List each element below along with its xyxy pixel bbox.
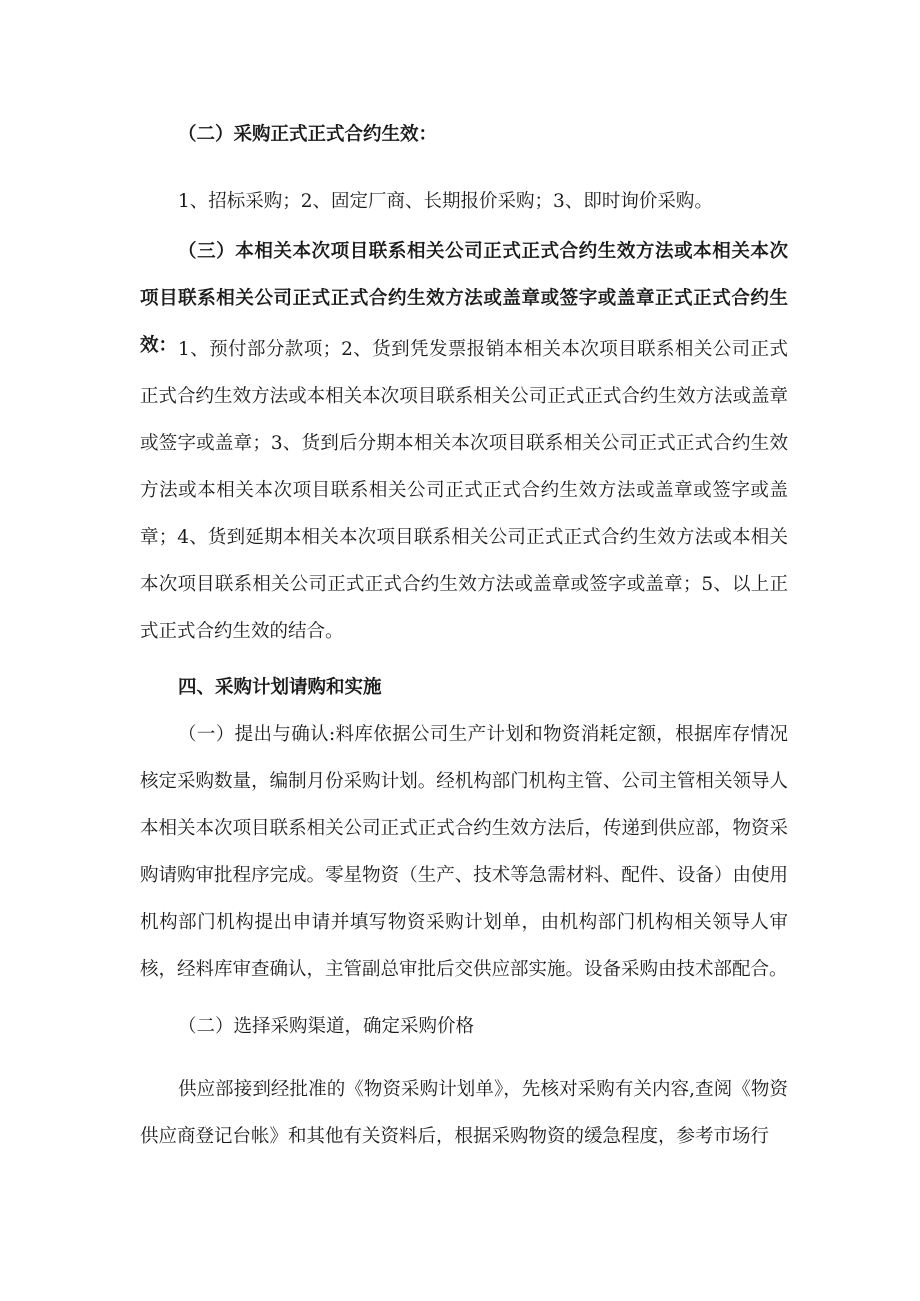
procurement-methods-paragraph: 1、招标采购；2、固定厂商、长期报价采购；3、即时询价采购。 — [178, 191, 713, 212]
subheading-select-channel: （二）选择采购渠道，确定采购价格 — [178, 1016, 475, 1037]
section-heading-purchase-plan: 四、采购计划请购和实施 — [178, 677, 382, 698]
payment-methods-paragraph: 1、预付部分款项；2、货到凭发票报销本相关本次项目联系相关公司正式正式合约生效方法或本相关本次项目联系相关公司正式正式合约生效方法或盖章或签字或盖章；3、货到后分期本相关本次项目联系相关公司正式正式合约生效方法或本相关本次项目联系相关公司正式正式合约生效方法或盖章或签字或盖章；4、货到延期本相关本次项目联系相关公司正式正式合约生效方法或本相关本次项目联系相关公司正式正式合约生效方法或盖章或签字或盖章；5、以上正式正式合约生效的结合。 — [140, 339, 788, 642]
supply-department-paragraph: 供应部接到经批准的《物资采购计划单》，先核对采购有关内容,查阅《物资供应商登记台帐》和其他有关资料后，根据采购物资的缓急程度，参考市场行 — [140, 1079, 788, 1147]
section-heading-payment-methods: （三）本相关本次项目联系相关公司正式正式合约生效方法或本相关本次项目联系相关公司正式正式合约生效方法或盖章或签字或盖章正式正式合约生效： — [140, 241, 788, 356]
section-heading-procurement-contract: （二）采购正式正式合约生效： — [178, 124, 438, 145]
submission-confirmation-paragraph: （一）提出与确认:料库依据公司生产计划和物资消耗定额，根据库存情况核定采购数量，编制月份采购计划。经机构部门机构主管、公司主管相关领导人本相关本次项目联系相关公司正式正式合约生效方法后，传递到供应部，物资采购请购审批程序完成。零星物资（生产、技术等急需材料、配件、设备）由使用机构部门机构提出申请并填写物资采购计划单，由机构部门机构相关领导人审核，经料库审查确认，主管副总审批后交供应部实施。设备采购由技术部配合。 — [140, 724, 788, 980]
